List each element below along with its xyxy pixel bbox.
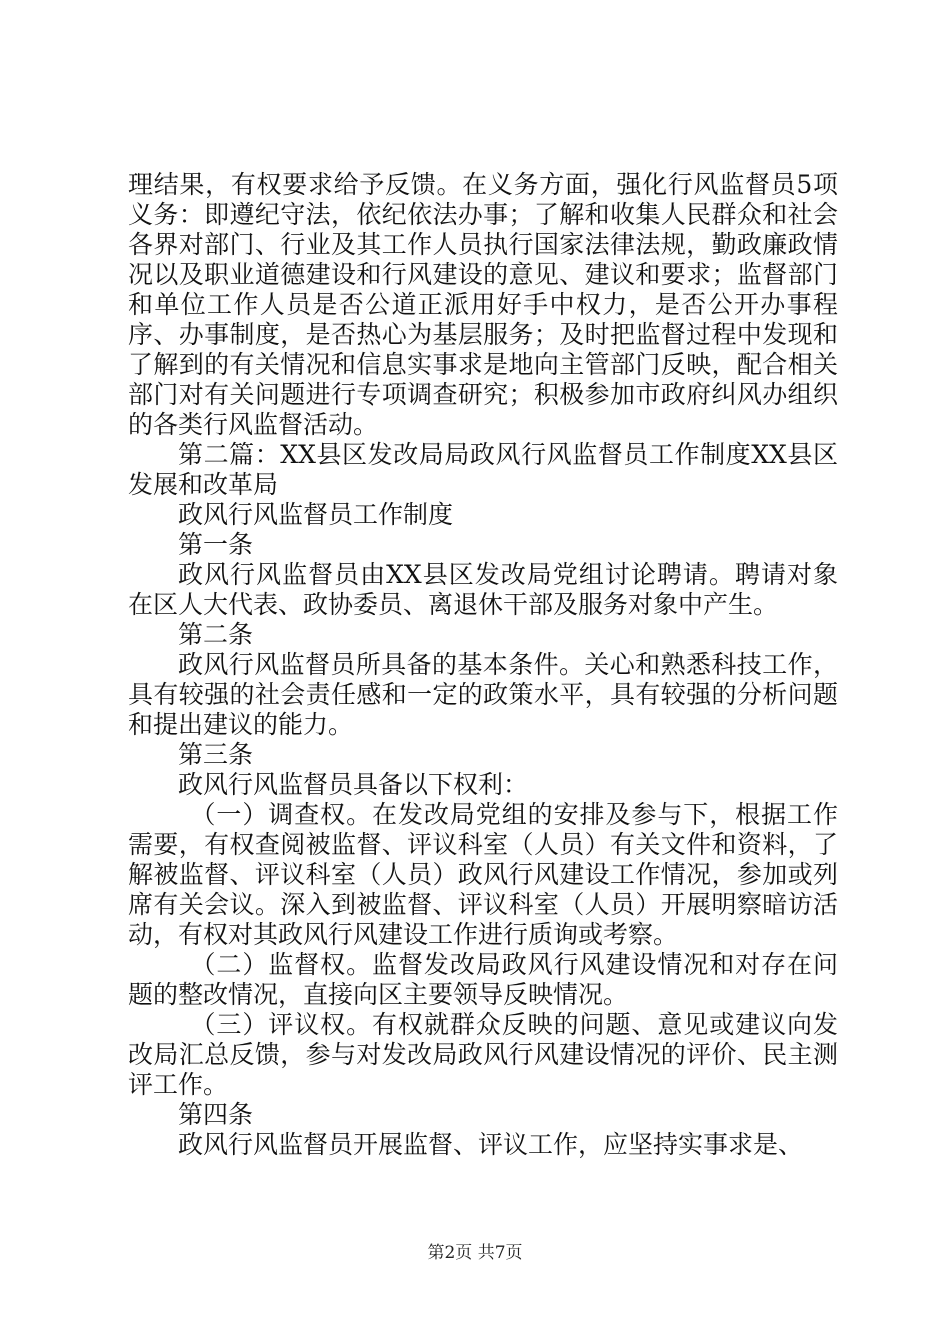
- article-heading-2: 第二条: [178, 620, 254, 649]
- paragraph-article-1: 政风行风监督员由XX县区发改局党组讨论聘请。聘请对象在区人大代表、政协委员、离退休干部及服务对象中产生。: [128, 560, 838, 619]
- document-body: [128, 170, 838, 1160]
- paragraph-1: 理结果，有权要求给予反馈。在义务方面，强化行风监督员5项义务：即遵纪守法，依纪依法办事；了解和收集人民群众和社会各界对部门、行业及其工作人员执行国家法律法规，勤政廉政情况以及职业道德建设和行风建设的意见、建议和要求；监督部门和单位工作人员是否公道正派用好手中权力，是否公开办事程序、办事制度，是否热心为基层服务；及时把监督过程中发现和了解到的有关情况和信息实事求是地向主管部门反映，配合相关部门对有关问题进行专项调查研究；积极参加市政府纠风办组织的各类行风监督活动。: [128, 170, 838, 439]
- paragraph-right-investigation: （一）调查权。在发改局党组的安排及参与下，根据工作需要，有权查阅被监督、评议科室（人员）有关文件和资料，了解被监督、评议科室（人员）政风行风建设工作情况，参加或列席有关会议。深入到被监督、评议科室（人员）开展明察暗访活动，有权对其政风行风建设工作进行质询或考察。: [128, 800, 838, 949]
- paragraph-right-evaluation: （三）评议权。有权就群众反映的问题、意见或建议向发改局汇总反馈，参与对发改局政风行风建设情况的评价、民主测评工作。: [128, 1010, 838, 1099]
- article-heading-3: 第三条: [178, 740, 254, 769]
- article-heading-4: 第四条: [178, 1100, 254, 1129]
- article-heading-1: 第一条: [178, 530, 254, 559]
- paragraph-article-4: 政风行风监督员开展监督、评议工作，应坚持实事求是、: [178, 1130, 804, 1159]
- document-title: 政风行风监督员工作制度: [178, 500, 454, 529]
- paragraph-right-supervision: （二）监督权。监督发改局政风行风建设情况和对存在问题的整改情况，直接向区主要领导反映情况。: [128, 950, 838, 1009]
- page-number-footer: 第2页 共7页: [427, 1243, 523, 1263]
- paragraph-article-3-intro: 政风行风监督员具备以下权利：: [178, 770, 529, 799]
- paragraph-article-2: 政风行风监督员所具备的基本条件。关心和熟悉科技工作，具有较强的社会责任感和一定的政策水平，具有较强的分析问题和提出建议的能力。: [128, 650, 838, 739]
- section-heading-chapter-2: 第二篇：XX县区发改局局政风行风监督员工作制度XX县区发展和改革局: [128, 440, 838, 499]
